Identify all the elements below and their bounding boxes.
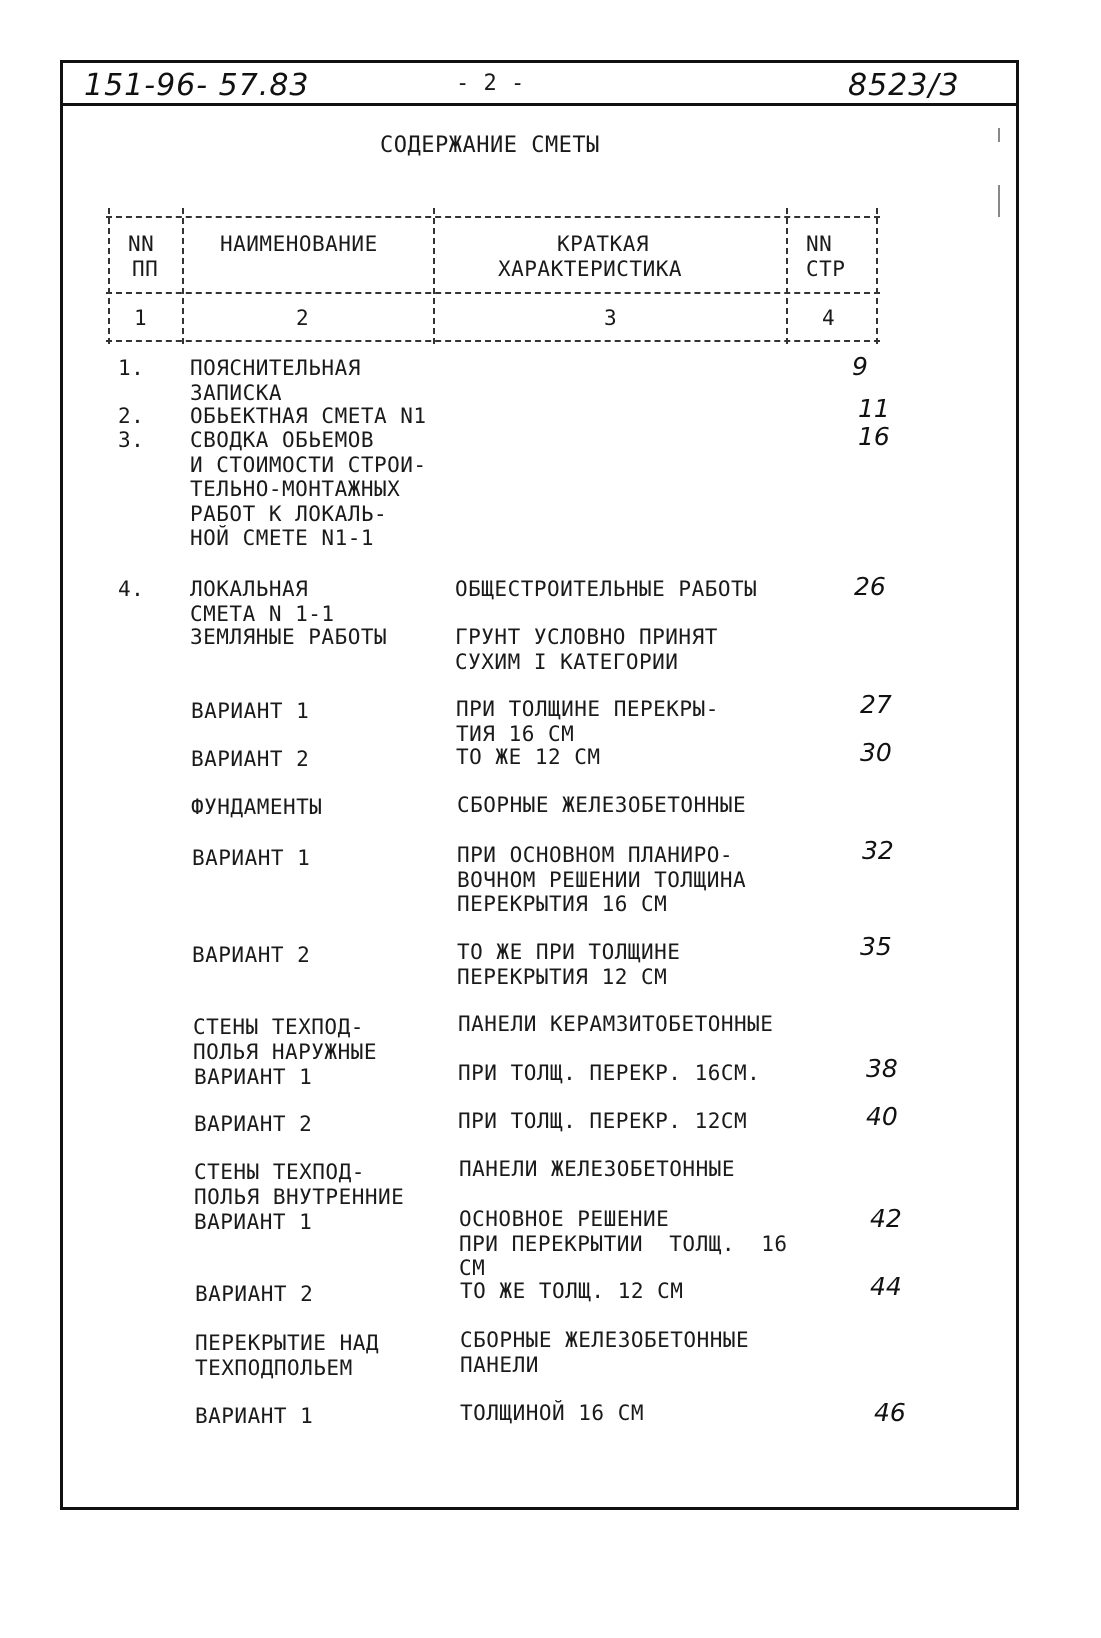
row-name: ВАРИАНТ 2 <box>192 943 311 967</box>
row-page: 11 <box>858 394 890 423</box>
row-name: ПОЯСНИТЕЛЬНАЯ ЗАПИСКА <box>190 356 361 405</box>
col-page-header-line1: NN <box>806 232 833 256</box>
row-name: ЗЕМЛЯНЫЕ РАБОТЫ <box>190 625 388 649</box>
scan-mark <box>998 185 1000 217</box>
row-name: ВАРИАНТ 1 <box>195 1404 314 1428</box>
column-divider <box>433 208 435 344</box>
header-divider <box>60 103 1019 106</box>
col-num-header-line1: NN <box>128 232 155 256</box>
row-number: 1. <box>118 356 145 380</box>
row-name: ВАРИАНТ 1 <box>194 1065 313 1089</box>
row-description: ТО ЖЕ ТОЛЩ. 12 СМ <box>460 1279 684 1303</box>
scan-mark <box>998 128 1000 142</box>
col-num-header-line2: ПП <box>132 257 159 281</box>
row-page: 42 <box>870 1204 902 1233</box>
row-page: 9 <box>852 352 868 381</box>
col-desc-header-line1: КРАТКАЯ <box>557 232 650 256</box>
row-name: СВОДКА ОБЬЕМОВ И СТОИМОСТИ СТРОИ- ТЕЛЬНО-МОНТАЖНЫХ РАБОТ К ЛОКАЛЬ- НОЙ СМЕТЕ N1-1 <box>190 428 427 550</box>
col-number-1: 1 <box>134 306 148 330</box>
row-description: ОБЩЕСТРОИТЕЛЬНЫЕ РАБОТЫ <box>455 577 758 601</box>
row-name: ФУНДАМЕНТЫ <box>191 795 323 819</box>
row-description: ПРИ ОСНОВНОМ ПЛАНИРО- ВОЧНОМ РЕШЕНИИ ТОЛЩИНА ПЕРЕКРЫТИЯ 16 СМ <box>457 843 747 916</box>
row-description: СБОРНЫЕ ЖЕЛЕЗОБЕТОННЫЕ ПАНЕЛИ <box>460 1328 750 1377</box>
row-page: 27 <box>860 690 892 719</box>
column-divider <box>786 208 788 344</box>
column-divider <box>876 208 878 344</box>
row-page: 30 <box>860 738 892 767</box>
row-name: ПЕРЕКРЫТИЕ НАД ТЕХПОДПОЛЬЕМ <box>195 1331 380 1380</box>
col-name-header: НАИМЕНОВАНИЕ <box>220 232 378 256</box>
row-page: 35 <box>860 932 892 961</box>
col-number-2: 2 <box>296 306 310 330</box>
row-name: ВАРИАНТ 2 <box>195 1282 314 1306</box>
row-number: 2. <box>118 404 145 428</box>
row-name: ВАРИАНТ 2 <box>194 1112 313 1136</box>
row-name: ВАРИАНТ 1 <box>192 846 311 870</box>
row-description: ПАНЕЛИ КЕРАМЗИТОБЕТОННЫЕ <box>458 1012 774 1036</box>
header-rule-bottom <box>106 340 880 342</box>
row-description: СБОРНЫЕ ЖЕЛЕЗОБЕТОННЫЕ <box>457 793 747 817</box>
col-number-3: 3 <box>604 306 618 330</box>
col-page-header-line2: СТР <box>806 257 846 281</box>
row-description: ТОЛЩИНОЙ 16 СМ <box>460 1401 645 1425</box>
row-name: СТЕНЫ ТЕХПОД- ПОЛЬЯ ВНУТРЕННИЕ <box>194 1160 405 1209</box>
column-divider <box>108 208 110 344</box>
row-name: ВАРИАНТ 1 <box>194 1210 313 1234</box>
row-page: 26 <box>854 572 886 601</box>
row-page: 40 <box>866 1102 898 1131</box>
row-name: ВАРИАНТ 1 <box>191 699 310 723</box>
column-divider <box>182 208 184 344</box>
row-description: ПРИ ТОЛЩИНЕ ПЕРЕКРЫ- ТИЯ 16 СМ <box>456 697 719 746</box>
document-code-left: 151-96- 57.83 <box>84 68 310 103</box>
header-rule-mid <box>106 292 880 294</box>
col-desc-header-line2: ХАРАКТЕРИСТИКА <box>498 257 683 281</box>
row-description: ПРИ ТОЛЩ. ПЕРЕКР. 16СМ. <box>458 1061 761 1085</box>
document-code-right: 8523/3 <box>848 68 960 103</box>
row-page: 44 <box>870 1272 902 1301</box>
row-page: 16 <box>858 422 890 451</box>
row-page: 32 <box>862 836 894 865</box>
row-description: ТО ЖЕ ПРИ ТОЛЩИНЕ ПЕРЕКРЫТИЯ 12 СМ <box>457 940 681 989</box>
row-page: 38 <box>866 1054 898 1083</box>
row-name: ОБЬЕКТНАЯ СМЕТА N1 <box>190 404 427 428</box>
row-name: ВАРИАНТ 2 <box>191 747 310 771</box>
header-rule-top <box>106 216 880 218</box>
row-description: ГРУНТ УСЛОВНО ПРИНЯТ СУХИМ I КАТЕГОРИИ <box>455 625 718 674</box>
row-name: СТЕНЫ ТЕХПОД- ПОЛЬЯ НАРУЖНЫЕ <box>193 1015 378 1064</box>
row-description: ПРИ ТОЛЩ. ПЕРЕКР. 12СМ <box>458 1109 748 1133</box>
row-description: ТО ЖЕ 12 СМ <box>456 745 601 769</box>
col-number-4: 4 <box>822 306 836 330</box>
row-number: 4. <box>118 577 145 601</box>
row-page: 46 <box>874 1398 906 1427</box>
row-number: 3. <box>118 428 145 452</box>
row-description: ПАНЕЛИ ЖЕЛЕЗОБЕТОННЫЕ <box>459 1157 736 1181</box>
row-description: ОСНОВНОЕ РЕШЕНИЕ ПРИ ПЕРЕКРЫТИИ ТОЛЩ. 16 СМ <box>459 1207 788 1280</box>
row-name: ЛОКАЛЬНАЯ СМЕТА N 1-1 <box>190 577 335 626</box>
page-number: - 2 - <box>456 71 525 96</box>
page-title: СОДЕРЖАНИЕ СМЕТЫ <box>380 133 600 158</box>
